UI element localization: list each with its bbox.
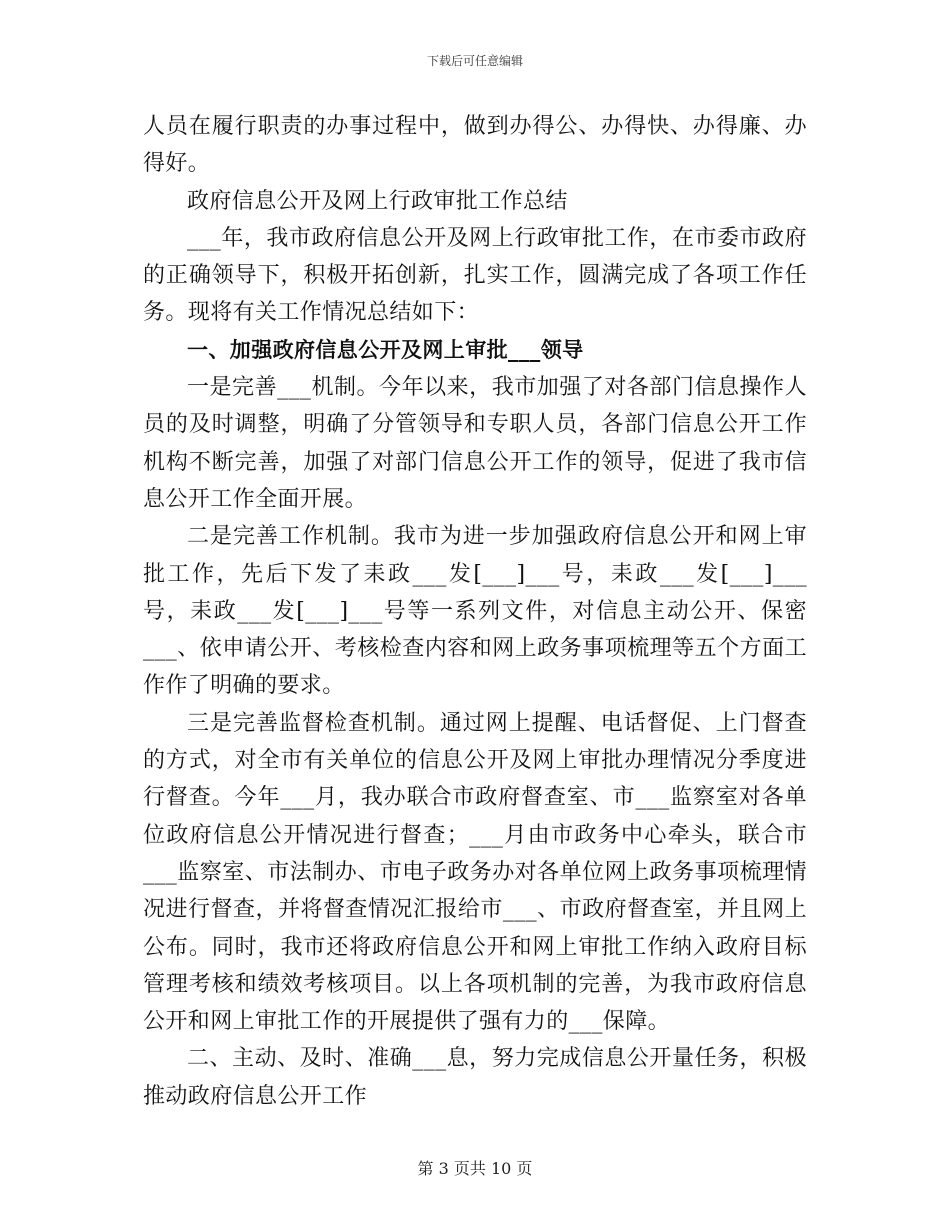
paragraph-continuation: 人员在履行职责的办事过程中，做到办得公、办得快、办得廉、办得好。 — [143, 114, 807, 177]
paragraph-item-3: 三是完善监督检查机制。通过网上提醒、电话督促、上门督查的方式，对全市有关单位的信息公开及网上审批办理情况分季度进行督查。今年___月，我办联合市政府督查室、市___监察室对各单位政府信息公开情况进行督查；___月由市政务中心牵头，联合市___监察室、市法制办、市电子政务办对各单位网上政务事项梳理情况进行督查，并将督查情况汇报给市___、市政府督查室，并且网上公布。同时，我市还将政府信息公开和网上审批工作纳入政府目标管理考核和绩效考核项目。以上各项机制的完善，为我市政府信息公开和网上审批工作的开展提供了强有力的___保障。 — [143, 710, 807, 1035]
document-body — [143, 108, 807, 1115]
document-title: 政府信息公开及网上行政审批工作总结 — [187, 188, 568, 214]
section-heading-1: 一、加强政府信息公开及网上审批___领导 — [187, 337, 584, 362]
paragraph-intro: ___年，我市政府信息公开及网上行政审批工作，在市委市政府的正确领导下，积极开拓创新，扎实工作，圆满完成了各项工作任务。现将有关工作情况总结如下： — [143, 225, 807, 326]
paragraph-item-1: 一是完善___机制。今年以来，我市加强了对各部门信息操作人员的及时调整，明确了分管领导和专职人员，各部门信息公开工作机构不断完善，加强了对部门信息公开工作的领导，促进了我市信息公开工作全面开展。 — [143, 375, 807, 512]
section-heading-2: 二、主动、及时、准确___息，努力完成信息公开量任务，积极推动政府信息公开工作 — [143, 1046, 807, 1109]
page-header-note: 下载后可任意编辑 — [426, 54, 523, 68]
paragraph-item-2: 二是完善工作机制。我市为进一步加强政府信息公开和网上审批工作，先后下发了耒政___发[___]___号，耒政___发[___]___号，耒政___发[___]___号等一系列文件，对信息主动公开、保密___、依申请公开、考核检查内容和网上政务事项梳理等五个方面工作作了明确的要求。 — [143, 524, 807, 699]
page-number: 第 3 页共 10 页 — [417, 1159, 533, 1178]
